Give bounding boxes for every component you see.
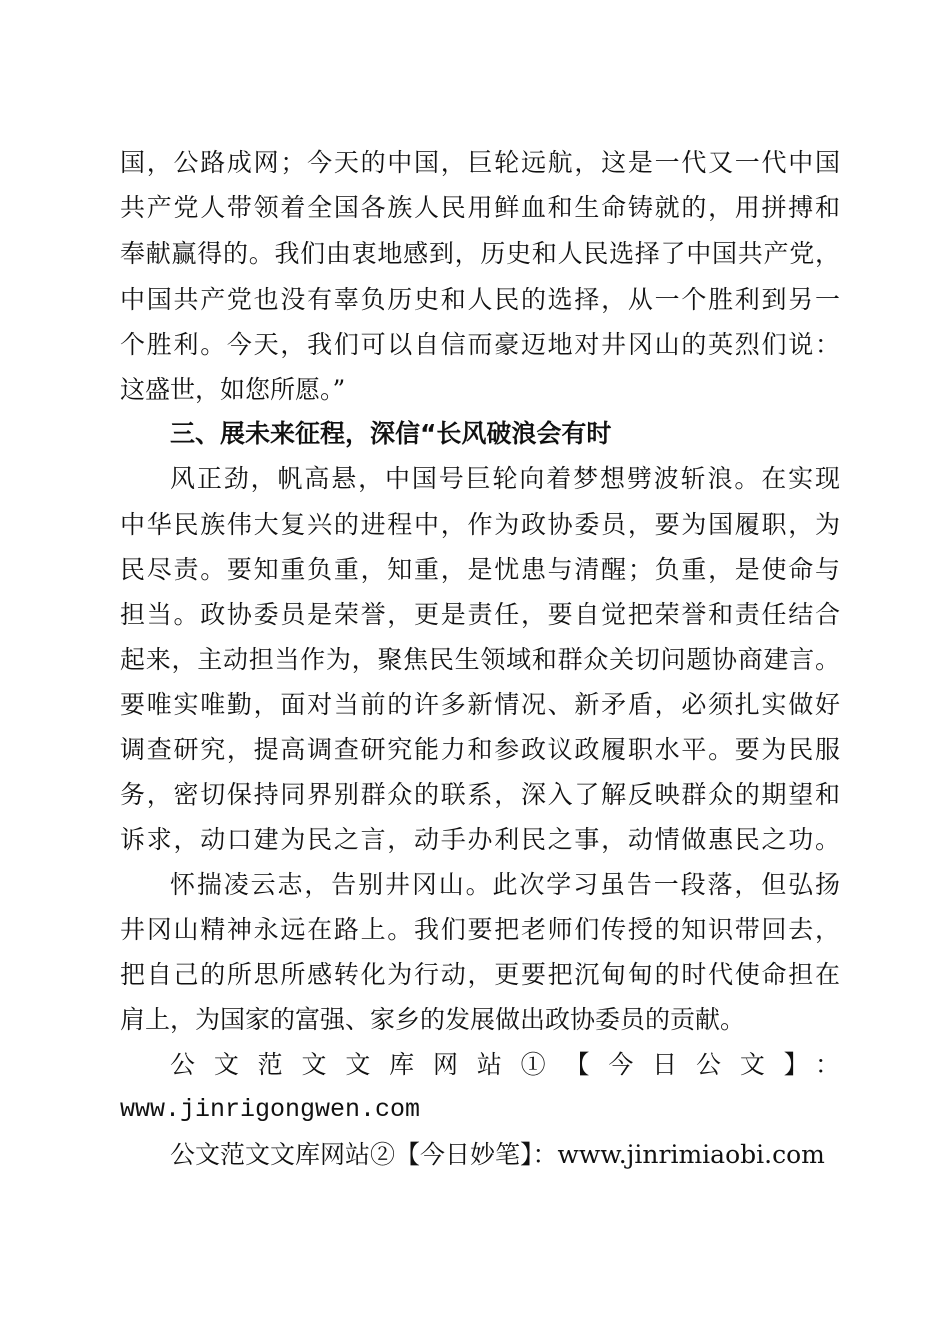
paragraph-line: 务，密切保持同界别群众的联系，深入了解反映群众的期望和 <box>120 780 840 809</box>
section-heading: 三、展未来征程，深信“长风破浪会有时 <box>170 419 612 448</box>
paragraph-line: 风正劲，帆高悬，中国号巨轮向着梦想劈波斩浪。在实现 <box>170 464 840 493</box>
paragraph-line: 怀揣凌云志，告别井冈山。此次学习虽告一段落，但弘扬 <box>170 870 840 899</box>
paragraph-line: 肩上，为国家的富强、家乡的发展做出政协委员的贡献。 <box>120 1005 746 1034</box>
paragraph-line: 奉献赢得的。我们由衷地感到，历史和人民选择了中国共产党， <box>120 239 840 268</box>
paragraph-line: 个胜利。今天，我们可以自信而豪迈地对井冈山的英烈们说： <box>120 330 840 359</box>
website-link-1-label: 公文范文文库网站①【今日公文】： <box>170 1050 840 1079</box>
paragraph-line: 诉求，动口建为民之言，动手办利民之事，动情做惠民之功。 <box>120 825 840 854</box>
paragraph-line: 共产党人带领着全国各族人民用鲜血和生命铸就的，用拼搏和 <box>120 193 840 222</box>
paragraph-line: 中华民族伟大复兴的进程中，作为政协委员，要为国履职，为 <box>120 510 840 539</box>
paragraph-line: 井冈山精神永远在路上。我们要把老师们传授的知识带回去， <box>120 915 840 944</box>
paragraph-line: 国，公路成网；今天的中国，巨轮远航，这是一代又一代中国 <box>120 148 840 177</box>
paragraph-line: 中国共产党也没有辜负历史和人民的选择，从一个胜利到另一 <box>120 285 840 314</box>
paragraph-line: 起来，主动担当作为，聚焦民生领域和群众关切问题协商建言。 <box>120 645 840 674</box>
paragraph-line: 调查研究，提高调查研究能力和参政议政履职水平。要为民服 <box>120 735 840 764</box>
paragraph-line: 担当。政协委员是荣誉，更是责任，要自觉把荣誉和责任结合 <box>120 600 840 629</box>
paragraph-line: 这盛世，如您所愿。” <box>120 375 346 404</box>
paragraph-line: 民尽责。要知重负重，知重，是忧患与清醒；负重，是使命与 <box>120 555 840 584</box>
paragraph-line: 把自己的所思所感转化为行动，更要把沉甸甸的时代使命担在 <box>120 960 840 989</box>
paragraph-line: 要唯实唯勤，面对当前的许多新情况、新矛盾，必须扎实做好 <box>120 690 840 719</box>
website-link-2[interactable]: 公文范文文库网站②【今日妙笔】：www.jinrimiaobi.com <box>170 1140 825 1169</box>
website-link-1-url[interactable]: www.jinrigongwen.com <box>120 1095 421 1124</box>
